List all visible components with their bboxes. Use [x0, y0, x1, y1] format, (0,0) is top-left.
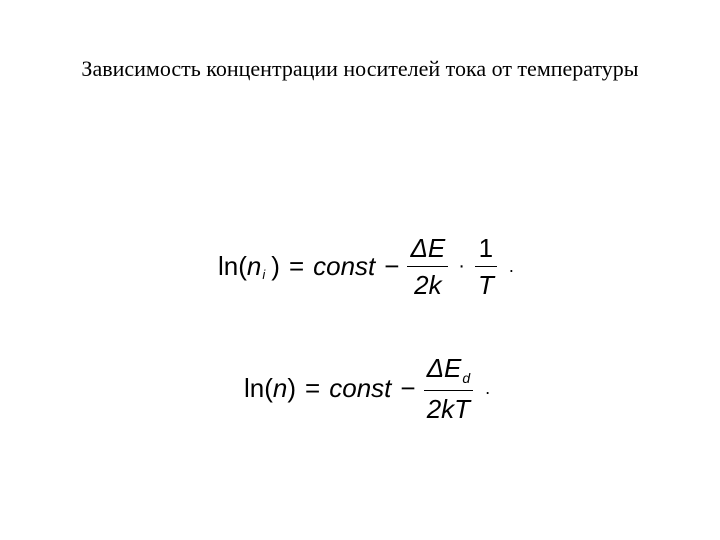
close-paren: ) — [271, 250, 280, 281]
equals-sign: = — [288, 250, 305, 281]
const-term: const — [313, 250, 376, 281]
period: . — [508, 255, 514, 276]
ln-function: ln( — [218, 250, 247, 281]
variable-n: n — [272, 372, 288, 403]
delta-e: ΔE — [426, 352, 462, 383]
formula-impurity-concentration — [244, 352, 490, 424]
minus-sign: − — [384, 250, 400, 281]
equals-sign: = — [305, 372, 321, 403]
fraction-numerator: ΔE — [410, 232, 446, 263]
subscript-i: i — [262, 266, 266, 282]
const-term: const — [329, 372, 392, 403]
fraction-denominator: 2kT — [424, 390, 474, 424]
variable-n: n — [246, 250, 262, 281]
minus-sign: − — [400, 372, 416, 403]
fraction-numerator — [424, 353, 474, 390]
fraction-energy-d-over-2kt — [424, 353, 474, 424]
formula-intrinsic-concentration — [218, 230, 514, 302]
subscript-d: d — [462, 369, 471, 386]
ln-function: ln( — [244, 372, 273, 403]
close-paren: ) — [287, 372, 297, 403]
slide-title: Зависимость концентрации носителей тока от температуры — [81, 56, 639, 81]
fraction-numerator: 1 — [478, 232, 494, 263]
fraction-one-over-t — [475, 233, 497, 300]
fraction-denominator: 2k — [407, 266, 448, 300]
fraction-energy-over-2k — [407, 233, 448, 300]
multiplication-dot: · — [458, 254, 465, 277]
fraction-denominator: T — [475, 266, 497, 300]
period: . — [485, 377, 491, 398]
